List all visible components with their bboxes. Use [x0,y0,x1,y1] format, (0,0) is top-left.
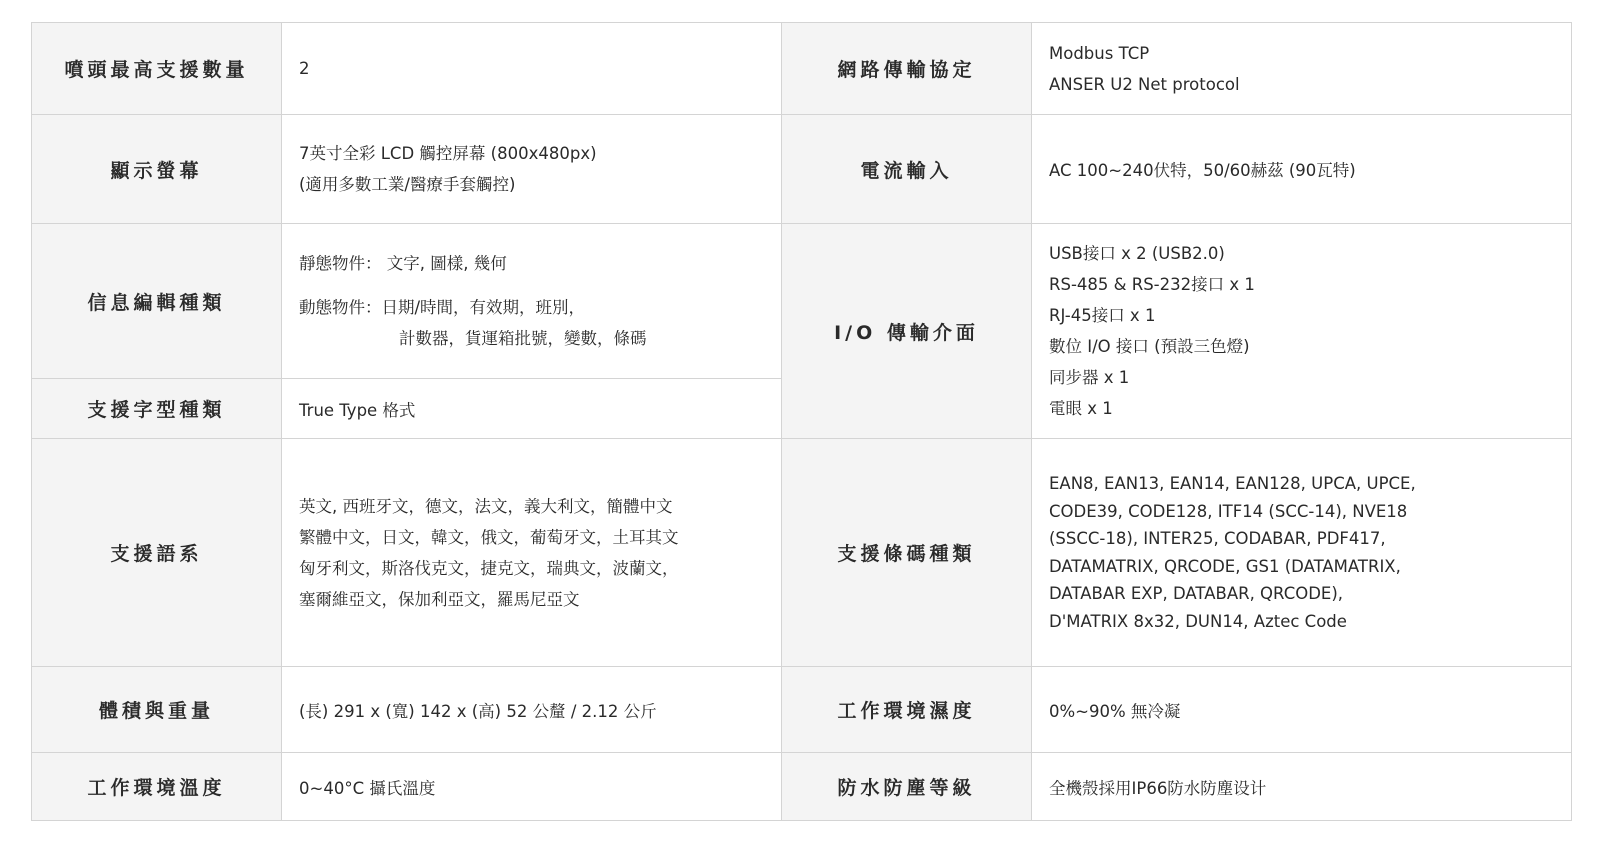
value-nozzle: 2 [282,23,782,115]
barcode-line: DATABAR EXP, DATABAR, QRCODE), [1049,584,1344,603]
barcode-line: DATAMATRIX, QRCODE, GS1 (DATAMATRIX, [1049,556,1401,576]
language-line: 匈牙利文，斯洛伐克文，捷克文，瑞典文，波蘭文， [299,558,679,578]
label-barcode: 支援條碼種類 [782,439,1032,667]
value-barcode [1032,439,1572,667]
spec-row-temperature [32,753,1572,821]
spec-table [31,22,1572,821]
language-line: 繁體中文，日文，韓文，俄文，葡萄牙文，土耳其文 [299,527,679,547]
network-line: ANSER U2 Net protocol [1049,74,1240,94]
barcode-line: D'MATRIX 8x32, DUN14, Aztec Code [1049,611,1347,631]
io-line: RJ-45接口 x 1 [1049,306,1156,325]
label-network: 網路傳輸協定 [782,23,1032,115]
barcode-line: EAN8, EAN13, EAN14, EAN128, UPCA, UPCE, [1049,474,1416,493]
value-protection: 全機殼採用IP66防水防塵设计 [1032,753,1572,821]
barcode-line: (SSCC-18), INTER25, CODABAR, PDF417, [1049,529,1386,548]
label-message: 信息編輯種類 [32,224,282,379]
language-line: 塞爾維亞文，保加利亞文，羅馬尼亞文 [299,589,580,609]
label-font: 支援字型種類 [32,379,282,439]
label-size: 體積與重量 [32,667,282,753]
value-power: AC 100~240伏特，50/60赫茲 (90瓦特) [1032,115,1572,224]
io-line: 電眼 x 1 [1049,399,1113,418]
spec-row-size [32,667,1572,753]
io-line: RS-485 & RS-232接口 x 1 [1049,275,1255,294]
display-line: (適用多數工業/醫療手套觸控) [299,175,516,194]
spec-row-language [32,439,1572,667]
spec-row-display [32,115,1572,224]
value-size: (長) 291 x (寬) 142 x (高) 52 公釐 / 2.12 公斤 [282,667,782,753]
value-display [282,115,782,224]
io-line: 數位 I/O 接口 (預設三色燈) [1049,337,1250,356]
network-line: Modbus TCP [1049,43,1150,63]
label-display: 顯示螢幕 [32,115,282,224]
label-language: 支援語系 [32,439,282,667]
label-temperature: 工作環境溫度 [32,753,282,821]
spec-row-nozzle [32,23,1572,115]
message-dynamic-line: 動態物件：日期/時間，有效期，班別， [299,298,586,317]
value-font: True Type 格式 [282,379,782,439]
language-line: 英文, 西班牙文，德文，法文，義大利文，簡體中文 [299,496,673,516]
message-static: 靜態物件： 文字, 圖樣, 幾何 [299,254,507,273]
value-io [1032,224,1572,439]
label-io: I/O 傳輸介面 [782,224,1032,439]
label-humidity: 工作環境濕度 [782,667,1032,753]
value-message [282,224,782,379]
value-temperature: 0~40°C 攝氏溫度 [282,753,782,821]
label-power: 電流輸入 [782,115,1032,224]
io-line: 同步器 x 1 [1049,368,1130,387]
label-nozzle: 噴頭最高支援數量 [32,23,282,115]
label-protection: 防水防塵等級 [782,753,1032,821]
value-language [282,439,782,667]
message-dynamic-line: 計數器，貨運箱批號，變數，條碼 [399,329,647,348]
io-line: USB接口 x 2 (USB2.0) [1049,244,1225,263]
spec-row-message [32,224,1572,379]
display-line: 7英寸全彩 LCD 觸控屏幕 (800x480px) [299,144,597,163]
value-network [1032,23,1572,115]
value-humidity: 0%~90% 無冷凝 [1032,667,1572,753]
barcode-line: CODE39, CODE128, ITF14 (SCC-14), NVE18 [1049,501,1408,521]
